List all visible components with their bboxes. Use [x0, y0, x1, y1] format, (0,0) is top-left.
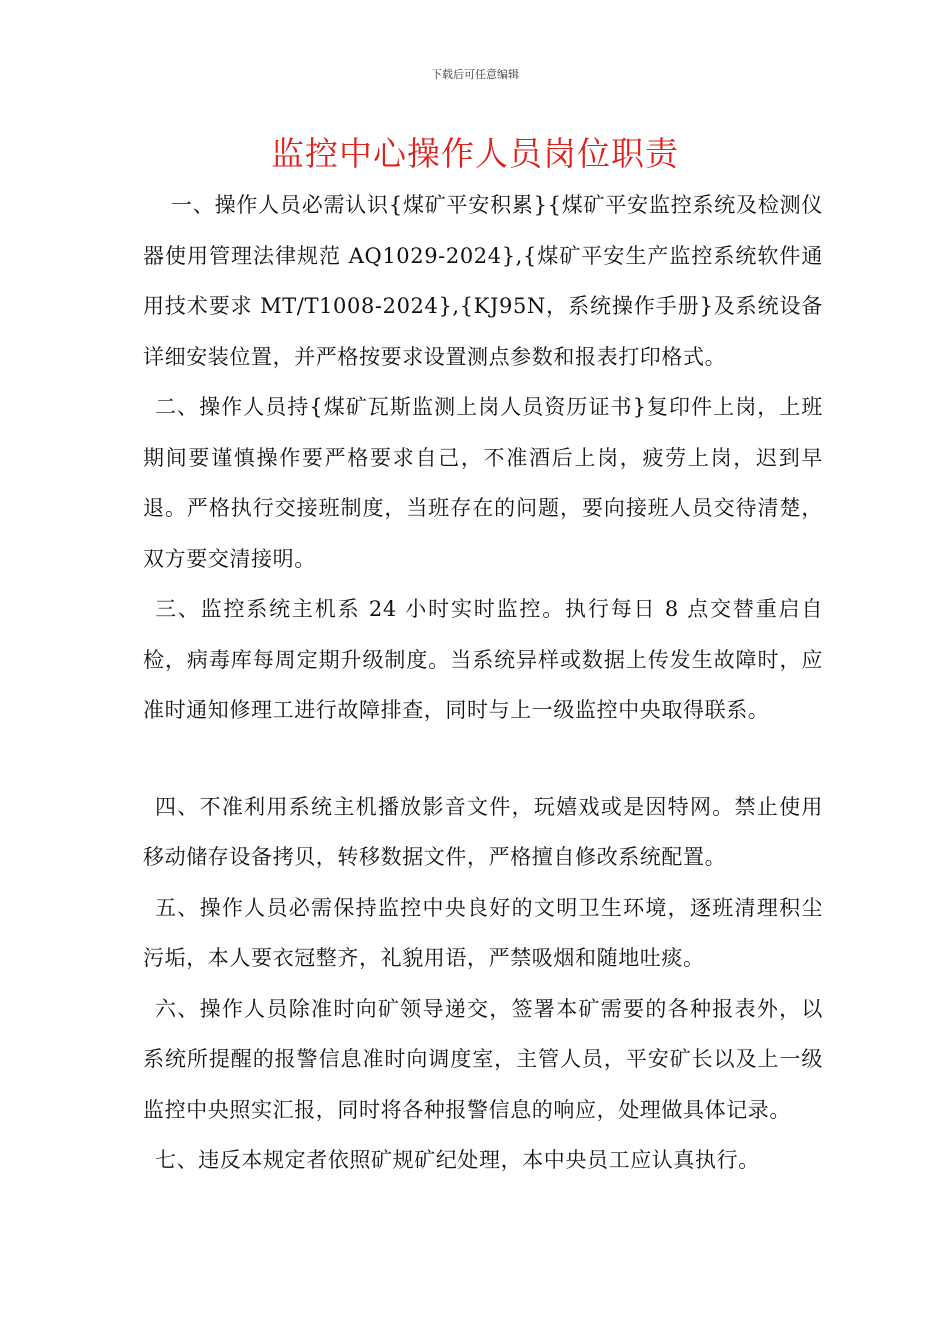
paragraph-7: 七、违反本规定者依照矿规矿纪处理，本中央员工应认真执行。 — [155, 1148, 760, 1172]
paragraph-6: 六、操作人员除准时向矿领导递交，签署本矿需要的各种报表外，以系统所提醒的报警信息准时向调度室，主管人员，平安矿长以及上一级监控中央照实汇报，同时将各种报警信息的响应，处理做具体记录。 — [143, 996, 823, 1122]
paragraph-5: 五、操作人员必需保持监控中央良好的文明卫生环境，逐班清理积尘污垢，本人要衣冠整齐，礼貌用语，严禁吸烟和随地吐痰。 — [143, 895, 823, 970]
header-note: 下载后可任意编辑 — [431, 68, 519, 81]
paragraph-2: 二、操作人员持{煤矿瓦斯监测上岗人员资历证书}复印件上岗，上班期间要谨慎操作要严格要求自己，不准酒后上岗，疲劳上岗，迟到早退。严格执行交接班制度，当班存在的问题，要向接班人员交待清楚，双方要交清接明。 — [143, 395, 823, 571]
document-body — [143, 180, 823, 1186]
paragraph-4: 四、不准利用系统主机播放影音文件，玩嬉戏或是因特网。禁止使用移动储存设备拷贝，转移数据文件，严格擅自修改系统配置。 — [143, 794, 823, 869]
paragraph-1: 一、操作人员必需认识{煤矿平安积累}{煤矿平安监控系统及检测仪器使用管理法律规范 AQ1029-2024},{煤矿平安生产监控系统软件通用技术要求 MT/T1008-2024},{KJ95N，系统操作手册}及系统设备详细安装位置，并严格按要求设置测点参数和报表打印格式。 — [143, 193, 823, 369]
document-title: 监控中心操作人员岗位职责 — [271, 134, 679, 173]
paragraph-3: 三、监控系统主机系 24 小时实时监控。执行每日 8 点交替重启自检，病毒库每周定期升级制度。当系统异样或数据上传发生故障时，应准时通知修理工进行故障排查，同时与上一级监控中央取得联系。 — [143, 597, 823, 722]
